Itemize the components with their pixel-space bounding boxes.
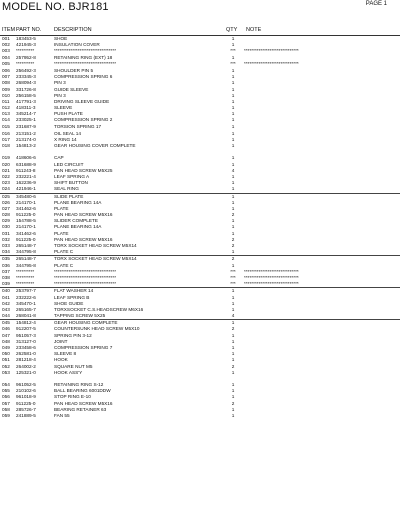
quantity: 1 (231, 105, 235, 111)
column-header-item: ITEM (2, 27, 16, 33)
part-number: 911225-0 (16, 212, 36, 218)
part-number: 951057-3 (16, 332, 36, 338)
item-number: 030 (2, 224, 10, 230)
quantity: 1 (231, 117, 235, 123)
table-row (0, 413, 400, 419)
quantity: 1 (231, 406, 235, 412)
item-number: 011 (2, 98, 10, 104)
description: INSULATION COVER (54, 42, 100, 48)
part-number: 253797-7 (16, 288, 36, 294)
description: PLATE C (54, 262, 74, 268)
item-number: 032 (2, 236, 10, 242)
part-number: 232221-4 (16, 173, 36, 179)
quantity: 2 (231, 256, 235, 262)
part-number: 262581-0 (16, 351, 36, 357)
item-number: 035 (2, 256, 10, 262)
quantity: 2 (231, 236, 235, 242)
part-number: 345480-6 (16, 193, 36, 199)
part-number: 231687-9 (16, 123, 36, 129)
part-number: 911225-0 (16, 236, 36, 242)
description: RETAINING RING S-12 (54, 381, 104, 387)
part-number: 265148-7 (16, 243, 36, 248)
part-number: 125321-0 (16, 369, 36, 375)
description: TORXSOCKET C.S.HEADSCREW M6X16 (54, 306, 144, 312)
quantity: *** (230, 281, 236, 287)
item-number: 016 (2, 130, 10, 136)
item-number: 015 (2, 123, 10, 129)
quantity: 1 (231, 381, 235, 387)
quantity: 4 (231, 313, 235, 319)
quantity: 1 (231, 369, 235, 375)
description: ********************************** (54, 60, 117, 66)
part-number: 154813-2 (16, 143, 36, 149)
description: X RING 14 (54, 137, 77, 142)
quantity: 1 (231, 180, 235, 186)
description: COUNTERSUNK HEAD SCREW M5X10 (54, 326, 140, 332)
item-number: 003 (2, 48, 10, 54)
quantity: 1 (231, 224, 235, 230)
part-number: ********** (16, 60, 35, 66)
quantity: 1 (231, 161, 235, 167)
quantity: 2 (231, 212, 235, 218)
description: COMPRESSION SPRING 2 (54, 117, 113, 123)
quantity: 1 (231, 357, 235, 363)
item-number: 028 (2, 212, 10, 218)
item-number: 040 (2, 288, 10, 294)
quantity: 1 (231, 320, 235, 326)
description: PAN HEAD SCREW M5X16 (54, 236, 113, 242)
table-row (0, 193, 400, 200)
item-number: 033 (2, 243, 10, 248)
quantity: 1 (231, 155, 235, 161)
description: HOOK (54, 357, 68, 363)
part-number: 214170-1 (16, 224, 36, 230)
item-number: 057 (2, 400, 10, 406)
quantity: 4 (231, 167, 235, 173)
quantity: 1 (231, 193, 235, 199)
item-number: 041 (2, 294, 10, 300)
item-number: 046 (2, 326, 10, 332)
part-number: 281218-4 (16, 357, 36, 363)
description: SQUARE NUT M5 (54, 363, 93, 369)
model-title: MODEL NO. BJR181 (2, 1, 109, 13)
part-number: 210102-6 (16, 388, 36, 394)
item-number: 056 (2, 394, 10, 400)
description: SEAL RING (54, 186, 79, 192)
quantity: 1 (231, 338, 235, 344)
quantity: 1 (231, 306, 235, 312)
part-number: 265148-7 (16, 256, 36, 262)
item-number: 049 (2, 345, 10, 350)
item-number: 037 (2, 268, 10, 274)
part-number: 344795-8 (16, 262, 36, 268)
quantity: 1 (231, 143, 235, 149)
part-number: 961052-5 (16, 381, 36, 387)
description: BEARING RETAINER 63 (54, 406, 107, 412)
part-number: 162236-9 (16, 180, 36, 186)
description: TAPPING SCREW 5X25 (54, 313, 106, 319)
item-number: 029 (2, 218, 10, 224)
item-number: 043 (2, 306, 10, 312)
item-number: 021 (2, 167, 10, 173)
table-row (0, 370, 400, 376)
quantity: 1 (231, 394, 235, 400)
part-number: 631688-9 (16, 161, 36, 167)
item-number: 047 (2, 332, 10, 338)
item-number: 027 (2, 205, 10, 211)
item-number: 058 (2, 406, 10, 412)
item-number: 013 (2, 111, 10, 117)
part-number: 264002-2 (16, 363, 36, 369)
description: ********************************** (54, 48, 117, 54)
part-number: ********** (16, 281, 35, 287)
description: HOOK ASS'Y (54, 369, 83, 375)
description: TORSION SPRING 17 (54, 123, 102, 129)
description: SLEEVE (54, 105, 73, 111)
description: BALL BEARING 6001DDW (54, 388, 111, 394)
item-number: 020 (2, 161, 10, 167)
quantity: 1 (231, 218, 235, 224)
part-number: 213174-0 (16, 137, 36, 142)
description: SHIFT BUTTON (54, 180, 88, 186)
item-number: 025 (2, 193, 10, 199)
table-row (0, 255, 400, 262)
description: SHOE (54, 36, 68, 41)
part-number: 268094-3 (16, 80, 36, 86)
description: SHOE GUIDE (54, 300, 84, 306)
part-number: 331726-8 (16, 86, 36, 92)
item-number: 018 (2, 143, 10, 149)
note: ****************************** (244, 268, 299, 274)
description: LEAF SPRING B (54, 294, 90, 300)
item-number: 050 (2, 351, 10, 357)
quantity: 1 (231, 92, 235, 98)
quantity: 1 (231, 199, 235, 205)
part-number: 418311-3 (16, 105, 36, 111)
description: RETAINING RING (EXT) 18 (54, 54, 113, 60)
part-number: 154812-4 (16, 320, 36, 326)
item-number: 026 (2, 199, 10, 205)
part-number: 344795-8 (16, 249, 36, 255)
parts-table (0, 36, 400, 419)
quantity: 1 (231, 388, 235, 394)
description: PLATE (54, 205, 69, 211)
description: SLIDE PLATE (54, 193, 84, 199)
part-number: 911243-8 (16, 167, 36, 173)
quantity: 1 (231, 54, 235, 60)
part-number: 233025-1 (16, 117, 36, 123)
quantity: 1 (231, 36, 235, 41)
part-number: 268041-8 (16, 313, 36, 319)
description: DRIVING SLEEVE GUIDE (54, 98, 110, 104)
item-number: 006 (2, 67, 10, 73)
description: TORX SOCKET HEAD SCREW M5X14 (54, 243, 137, 248)
description: CAP (54, 155, 64, 161)
part-number: 345470-1 (16, 300, 36, 306)
part-number: ********** (16, 274, 35, 280)
quantity: 1 (231, 205, 235, 211)
item-number: 019 (2, 155, 10, 161)
quantity: 1 (231, 137, 235, 142)
quantity: 1 (231, 294, 235, 300)
description: FLAT WASHER 14 (54, 288, 94, 294)
part-number: 241889-5 (16, 412, 36, 418)
column-header-row (0, 27, 400, 35)
quantity: 1 (231, 123, 235, 129)
note: ****************************** (244, 60, 299, 66)
column-header-note: NOTE (246, 27, 262, 33)
note: ****************************** (244, 48, 299, 54)
description: SLIDER COMPLETE (54, 218, 99, 224)
part-number: 912207-5 (16, 326, 36, 332)
quantity: *** (230, 60, 236, 66)
description: JOINT (54, 338, 68, 344)
quantity: 1 (231, 288, 235, 294)
part-number: 256492-3 (16, 67, 36, 73)
part-number: 345214-7 (16, 111, 36, 117)
quantity: 1 (231, 412, 235, 418)
quantity: 1 (231, 42, 235, 48)
description: PLANE BEARING 14A (54, 224, 102, 230)
part-number: 233345-3 (16, 74, 36, 80)
item-number: 042 (2, 300, 10, 306)
item-number: 044 (2, 313, 10, 319)
page-number: PAGE 1 (365, 1, 387, 7)
quantity: 2 (231, 363, 235, 369)
quantity: 1 (231, 86, 235, 92)
item-number: 004 (2, 54, 10, 60)
part-number: 183453-5 (16, 36, 36, 41)
part-number: ********** (16, 268, 35, 274)
quantity: 1 (231, 345, 235, 350)
description: TORX SOCKET HEAD SCREW M5X14 (54, 256, 137, 262)
description: GEAR HOUSING COMPLETE (54, 320, 118, 326)
item-number: 007 (2, 74, 10, 80)
table-row (0, 124, 400, 130)
quantity: *** (230, 268, 236, 274)
column-header-part: PART NO. (16, 27, 42, 33)
part-number: ********** (16, 48, 35, 54)
part-number: 256158-5 (16, 92, 36, 98)
item-number: 036 (2, 262, 10, 268)
item-number: 053 (2, 369, 10, 375)
table-row (0, 143, 400, 149)
note: ****************************** (244, 274, 299, 280)
column-header-qty: QTY (226, 27, 238, 33)
item-number: 059 (2, 412, 10, 418)
item-number: 010 (2, 92, 10, 98)
item-number: 054 (2, 381, 10, 387)
quantity: 1 (231, 230, 235, 236)
quantity: 1 (231, 130, 235, 136)
item-number: 031 (2, 230, 10, 236)
column-header-description: DESCRIPTION (54, 27, 92, 33)
description: SHOULDER PIN 5 (54, 67, 94, 73)
description: OIL SEAL 14 (54, 130, 82, 136)
part-number: 154788-5 (16, 218, 36, 224)
quantity: 2 (231, 400, 235, 406)
description: PAN HEAD SCREW M5X25 (54, 167, 113, 173)
description: FAN 55 (54, 412, 70, 418)
part-number: 214170-1 (16, 199, 36, 205)
note: ****************************** (244, 281, 299, 287)
description: PAN HEAD SCREW M5X16 (54, 400, 113, 406)
item-number: 001 (2, 36, 10, 41)
quantity: *** (230, 48, 236, 54)
item-number: 023 (2, 180, 10, 186)
quantity: 1 (231, 80, 235, 86)
item-number: 045 (2, 320, 10, 326)
quantity: 1 (231, 173, 235, 179)
description: ********************************** (54, 274, 117, 280)
item-number: 039 (2, 281, 10, 287)
description: SPRING PIN 3-12 (54, 332, 92, 338)
quantity: 1 (231, 249, 235, 255)
part-number: 285726-7 (16, 406, 36, 412)
description: COMPRESSION SPRING 6 (54, 74, 113, 80)
description: LED CIRCUIT (54, 161, 84, 167)
description: ********************************** (54, 281, 117, 287)
description: PIN 3 (54, 80, 66, 86)
item-number: 009 (2, 86, 10, 92)
item-number: 051 (2, 357, 10, 363)
description: PUSH PLATE (54, 111, 83, 117)
part-number: 265165-7 (16, 306, 36, 312)
item-number: 034 (2, 249, 10, 255)
item-number: 052 (2, 363, 10, 369)
part-number: 421945-3 (16, 42, 36, 48)
part-number: 417791-3 (16, 98, 36, 104)
table-row (0, 287, 400, 294)
quantity: 1 (231, 98, 235, 104)
item-number: 005 (2, 60, 10, 66)
table-row (0, 319, 400, 326)
description: COMPRESSION SPRING 7 (54, 345, 113, 350)
quantity: 1 (231, 74, 235, 80)
part-number: 341462-6 (16, 205, 36, 211)
description: ********************************** (54, 268, 117, 274)
description: PLATE C (54, 249, 74, 255)
item-number: 048 (2, 338, 10, 344)
description: GUIDE SLEEVE (54, 86, 89, 92)
description: STOP RING E-10 (54, 394, 91, 400)
description: PIN 3 (54, 92, 66, 98)
item-number: 002 (2, 42, 10, 48)
quantity: *** (230, 274, 236, 280)
quantity: 1 (231, 186, 235, 192)
description: SLEEVE 8 (54, 351, 77, 357)
part-number: 213151-2 (16, 130, 36, 136)
quantity: 2 (231, 326, 235, 332)
item-number: 012 (2, 105, 10, 111)
part-number: 257952-8 (16, 54, 36, 60)
description: PAN HEAD SCREW M5X16 (54, 212, 113, 218)
part-number: 421946-1 (16, 186, 36, 192)
item-number: 022 (2, 173, 10, 179)
item-number: 055 (2, 388, 10, 394)
part-number: 961018-9 (16, 394, 36, 400)
part-number: 233458-6 (16, 345, 36, 350)
item-number: 014 (2, 117, 10, 123)
quantity: 1 (231, 111, 235, 117)
quantity: 1 (231, 262, 235, 268)
item-number: 038 (2, 274, 10, 280)
description: LEAF SPRING A (54, 173, 90, 179)
description: PLATE (54, 230, 69, 236)
item-number: 024 (2, 186, 10, 192)
description: PLANE BEARING 14A (54, 199, 102, 205)
quantity: 1 (231, 300, 235, 306)
table-row (0, 61, 400, 67)
quantity: 1 (231, 351, 235, 357)
quantity: 2 (231, 243, 235, 248)
description: GEAR HOUSING COVER COMPLETE (54, 143, 136, 149)
part-number: 911225-0 (16, 400, 36, 406)
part-number: 418606-6 (16, 155, 36, 161)
quantity: 1 (231, 332, 235, 338)
part-number: 232222-6 (16, 294, 36, 300)
item-number: 017 (2, 137, 10, 142)
part-number: 341462-6 (16, 230, 36, 236)
quantity: 1 (231, 67, 235, 73)
item-number: 008 (2, 80, 10, 86)
part-number: 313127-0 (16, 338, 36, 344)
